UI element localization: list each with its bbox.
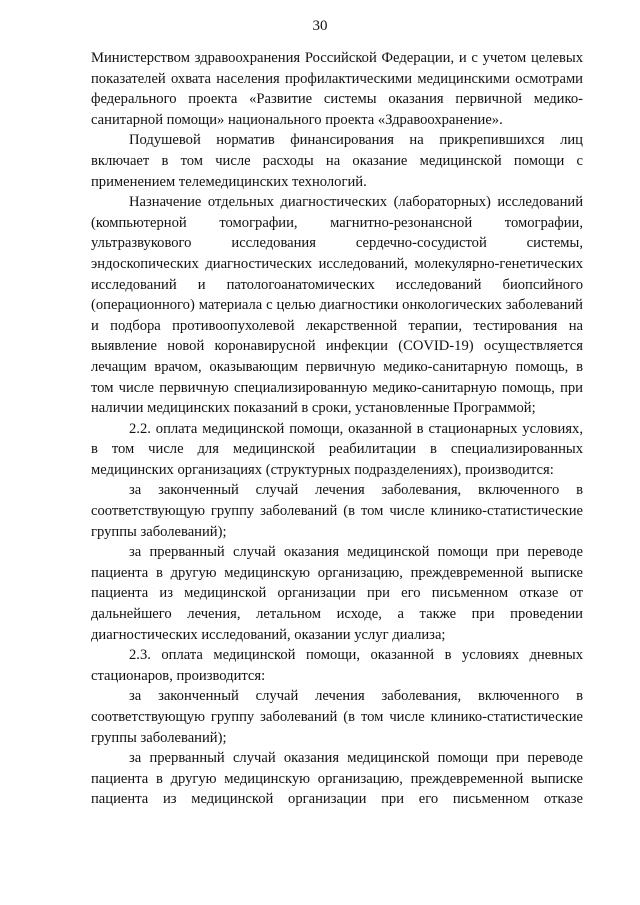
paragraph-diagnostic-studies: Назначение отдельных диагностических (лабораторных) исследований (компьютерной томографии, магнитно-резонансной томографии, ультразвукового исследования сердечно-сосудистой системы, эндоскопических диагностических исследований, молекулярно-генетических исследований и патологоанатомических исследований биопсийного (операционного) материала с целью диагностики онкологических заболеваний и подбора противоопухолевой лекарственной терапии, тестирования на выявление новой коронавирусной инфекции (COVID-19) осуществляется лечащим врачом, оказывающим первичную медико-санитарную помощь, в том числе первичную специализированную медико-санитарную помощь, при наличии медицинских показаний в сроки, установленные Программой; bbox=[91, 194, 583, 417]
paragraph-ministry-continuation: Министерством здравоохранения Российской Федерации, и с учетом целевых показателей охвата населения профилактическими медицинскими осмотрами федерального проекта «Развитие системы оказания первичной медико-санитарной помощи» национального проекта «Здравоохранение». bbox=[91, 50, 583, 128]
paragraph-inpatient-payment: 2.2. оплата медицинской помощи, оказанной в стационарных условиях, в том числе для медицинской реабилитации в специализированных медицинских организациях (структурных подразделениях), производится: bbox=[91, 420, 583, 478]
page-number: 30 bbox=[312, 18, 328, 34]
paragraph-day-hospital-completed-case: за законченный случай лечения заболевания, включенного в соответствующую группу заболеваний (в том числе клинико-статистические группы заболеваний); bbox=[91, 688, 583, 746]
paragraph-day-hospital-interrupted-case: за прерванный случай оказания медицинской помощи при переводе пациента в другую медицинскую организацию, преждевременной выписке пациента из медицинской организации при его письменном отказе bbox=[91, 750, 583, 808]
paragraph-day-hospital-payment: 2.3. оплата медицинской помощи, оказанной в условиях дневных стационаров, производится: bbox=[91, 647, 583, 684]
paragraph-inpatient-completed-case: за законченный случай лечения заболевания, включенного в соответствующую группу заболеваний (в том числе клинико-статистические группы заболеваний); bbox=[91, 482, 583, 540]
paragraph-per-capita-standard: Подушевой норматив финансирования на прикрепившихся лиц включает в том числе расходы на оказание медицинской помощи с применением телемедицинских технологий. bbox=[91, 132, 583, 190]
paragraph-inpatient-interrupted-case: за прерванный случай оказания медицинской помощи при переводе пациента в другую медицинскую организацию, преждевременной выписке пациента из медицинской организации при его письменном отказе от дальнейшего лечения, летальном исходе, а также при проведении диагностических исследований, оказании услуг диализа; bbox=[91, 544, 583, 643]
document-body bbox=[91, 48, 583, 810]
